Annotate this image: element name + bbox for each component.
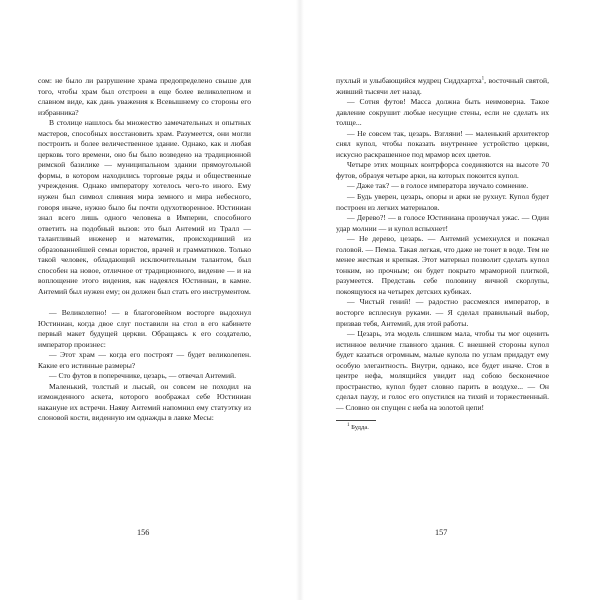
paragraph: — Не совсем так, цезарь. Взгляни! — маленький архитектор снял купол, чтобы показать внутреннее устройство церкви, искусно раскрашенное под мрамор всех цветов. bbox=[336, 128, 549, 159]
paragraph-text: пухлый и улыбающийся мудрец Сиддхартха bbox=[336, 76, 482, 85]
page-number-right: 157 bbox=[435, 528, 448, 537]
paragraph: — Этот храм — когда его построят — будет великолепен. Какие его истинные размеры? bbox=[38, 350, 251, 370]
paragraph: — Не дерево, цезарь. — Антемий усмехнулся и покачал головой. — Пемза. Такая легкая, что даже не тонет в воде. Тем не менее жесткая и крепкая. Этот материал позволит сделать купол тонким, но прочным; он будет покрыто мраморной плиткой, разумеется. Представь себе половину яичной скорлупы, покоящуюся на четырех детских кубиках. bbox=[336, 234, 549, 296]
paragraph: — Цезарь, эта модель слишком мала, чтобы ты мог оценить истинное величие главного здания. С внешней стороны купол будет казаться огромным, малые купола по углам придадут ему особую элегантность. Внутри, однако, все будет иначе. Стоя в центре нефа, молящийся увидит над собою бесконечное пространство, купол будет словно парить в воздухе... — Он сделал паузу, и голос его опустился на тихий и торжественный. — Словно он спущен с неба на золотой цепи! bbox=[336, 329, 549, 412]
paragraph: — Сто футов в поперечнике, цезарь, — отвечал Антемий. bbox=[49, 371, 236, 381]
footnote-divider bbox=[336, 420, 376, 421]
right-page-text bbox=[336, 76, 549, 432]
paragraph: сом: не было ли разрушение храма предопределено свыше для того, чтобы храм был отстроен в еще более великолепном и славном виде, как дань уважения к Всевышнему со стороны его избранника? bbox=[38, 76, 251, 117]
paragraph: Четыре этих мощных контрфорса соединяются на высоте 70 футов, образуя четыре арки, на которых покоится купол. bbox=[336, 160, 549, 180]
paragraph: — Сотня футов! Масса должна быть неимоверна. Такое давление сокрушит любые несущие стены, если не сделать их толще... bbox=[336, 97, 549, 128]
paragraph: — Даже так? — в голосе императора звучало сомнение. bbox=[347, 181, 529, 191]
paragraph: В столице нашлось бы множество замечательных и опытных мастеров, способных восстановить храм. Разумеется, они могли построить и более величественное здание. Однако, как и любая церковь того времени, оно бы было возведено на традиционной римской базилике — муниципальном здании прямоугольной формы, в котором находились торговые ряды и общественные учреждения. Однако императору хотелось чего-то иного. Ему нужен был символ слияния мира земного и мира небесного, говоря иначе, нужно было бы почти одухотворенное. Юстиниан знал всего лишь одного человека в Империи, способного ответить на подобный вызов: это был Антемий из Тралл — талантливый инженер и математик, происходивший из образованнейшей семьи юристов, врачей и грамматиков. Только такой человек, обладающий исключительным талантом, был способен на новое, отличное от традиционного, видение — и на воплощение этого видения, как надеялся Юстиниан, в камне. Антемий был нужен ему; он должен был стать его инструментом. bbox=[38, 118, 251, 296]
footnote-text: Будда. bbox=[351, 423, 369, 431]
left-page-text bbox=[38, 76, 251, 424]
paragraph: — Дерево?! — в голосе Юстиниана прозвучал ужас. — Один удар молнии — и купол вспыхнет! bbox=[336, 213, 549, 233]
paragraph: — Чистый гений! — радостно рассмеялся император, в восторге всплеснув руками. — Я сделал правильный выбор, призвав тебя, Антемий, для этой работы. bbox=[336, 297, 549, 328]
footnote bbox=[336, 424, 549, 432]
page-number-left: 156 bbox=[137, 528, 150, 537]
footnote-reference: 1 bbox=[481, 76, 485, 82]
paragraph: — Великолепно! — в благоговейном восторге выдохнул Юстиниан, когда двое слуг поставили на стол в его кабинете первый макет будущей церкви. Обращаясь к его создателю, император произнес: bbox=[38, 307, 251, 349]
paragraph: пухлый и улыбающийся мудрец Сиддхартха$^1$, восточный святой, живший тысячи лет назад. bbox=[336, 76, 550, 96]
paragraph: Маленький, толстый и лысый, он совсем не походил на изможденного аскета, которого воображал себе Юстиниан накануне их встречи. Наяву Антемий напомнил ему статуэтку из слоновой кости, виденную им однажды в лавке Месы: bbox=[38, 381, 251, 423]
paragraph-text: восточный святой, живший тысячи лет назад. bbox=[336, 76, 550, 96]
right-page bbox=[300, 0, 600, 600]
paragraph: — Будь уверен, цезарь, опоры и арки не рухнут. Купол будет построен из легких материалов. bbox=[336, 192, 549, 212]
footnote-mark: 1 bbox=[347, 422, 350, 428]
